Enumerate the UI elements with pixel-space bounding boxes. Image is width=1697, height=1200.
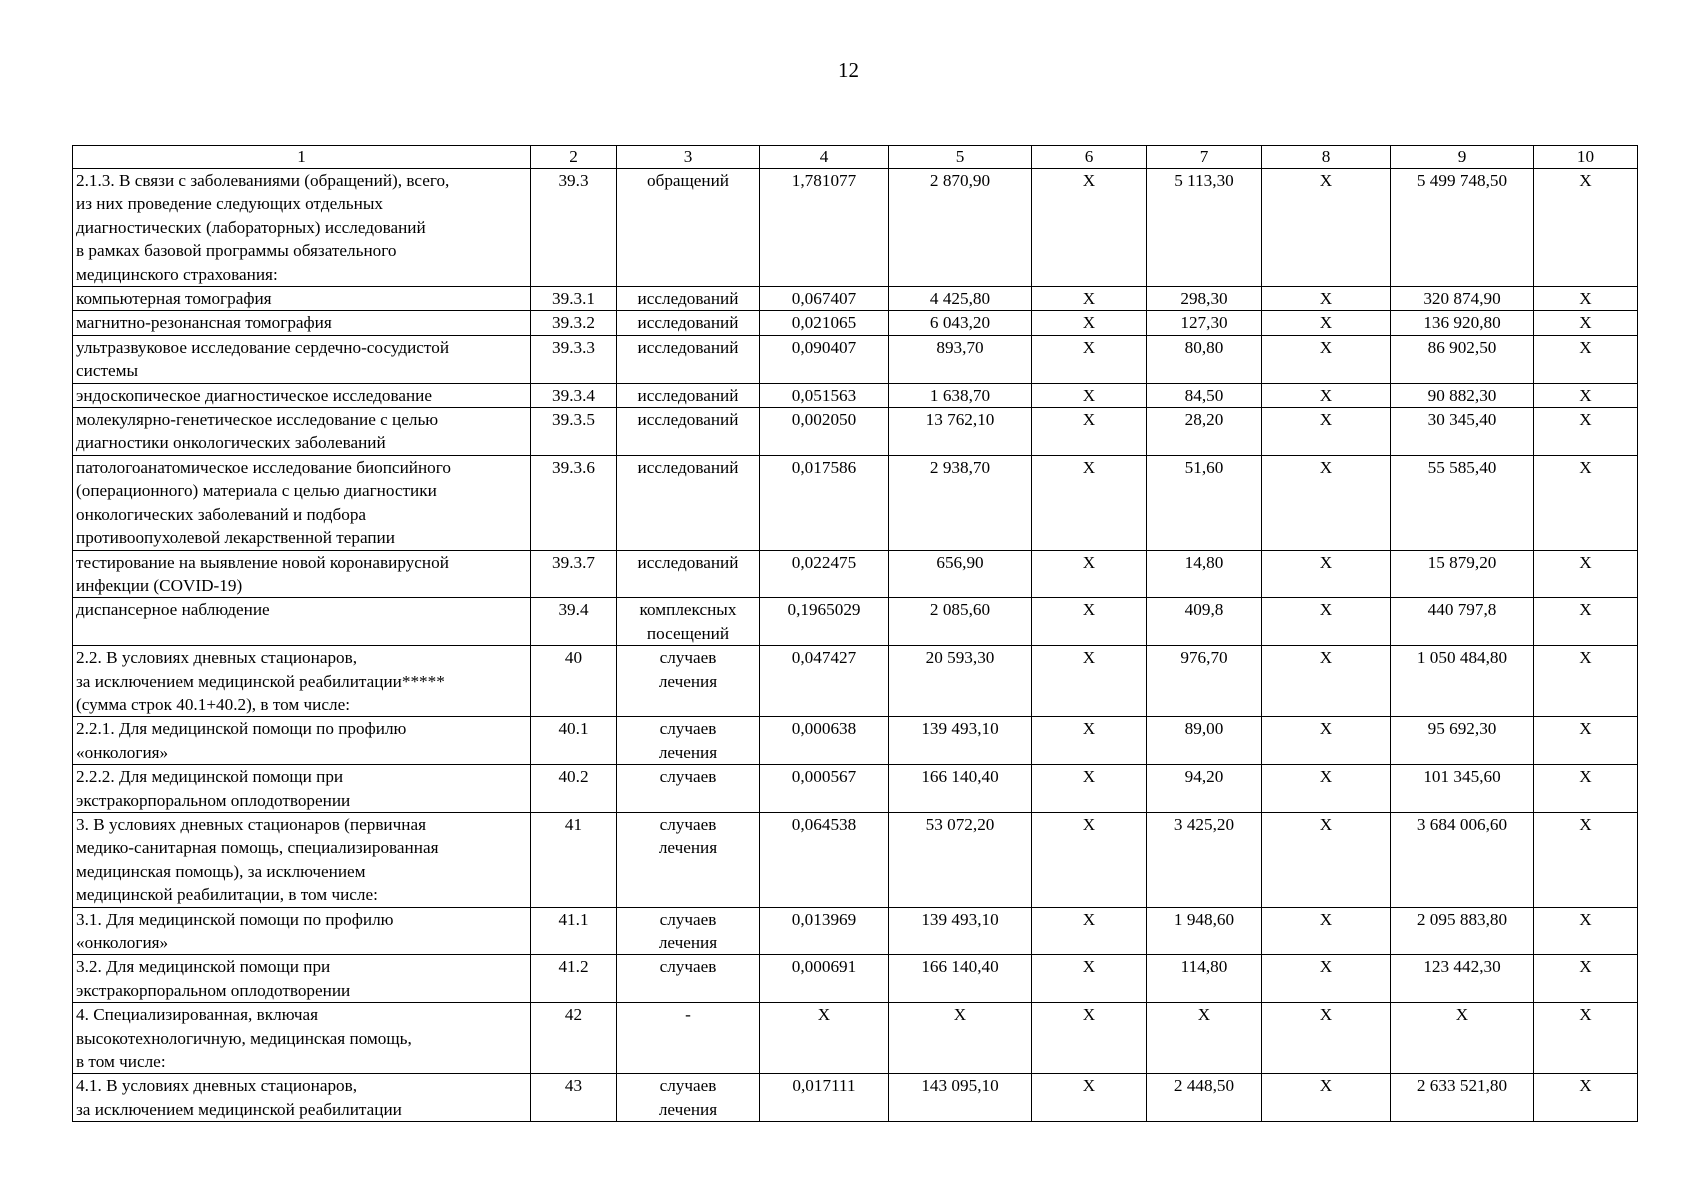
cell-col-7: 28,20	[1147, 408, 1262, 456]
cell-col-6: X	[1032, 383, 1147, 407]
cell-unit	[617, 955, 760, 1003]
cell-unit-line: исследований	[637, 385, 739, 405]
cell-unit	[617, 907, 760, 955]
cell-name-line: медико-санитарная помощь, специализированная	[76, 838, 439, 858]
cell-col-6: X	[1032, 311, 1147, 335]
cell-name-line: 3.1. Для медицинской помощи по профилю	[76, 909, 394, 929]
cell-col-4: 0,002050	[760, 408, 889, 456]
cell-col-7: 80,80	[1147, 335, 1262, 383]
cell-unit	[617, 335, 760, 383]
cell-name-line: инфекции (COVID-19)	[76, 575, 243, 595]
cell-col-5: 4 425,80	[889, 287, 1032, 311]
cell-col-5: 139 493,10	[889, 907, 1032, 955]
table-row	[73, 646, 1638, 717]
cell-col-6: X	[1032, 1074, 1147, 1122]
cell-col-8: X	[1262, 907, 1391, 955]
table-row	[73, 408, 1638, 456]
cell-col-7: 3 425,20	[1147, 812, 1262, 907]
cell-col-9: 1 050 484,80	[1391, 646, 1534, 717]
cell-col-8: X	[1262, 335, 1391, 383]
cell-col-4: 0,017111	[760, 1074, 889, 1122]
cell-name-line: медицинская помощь), за исключением	[76, 861, 366, 881]
cell-col-4: 0,090407	[760, 335, 889, 383]
cell-unit	[617, 455, 760, 550]
cell-col-4: 0,000638	[760, 717, 889, 765]
cell-col-4: 0,047427	[760, 646, 889, 717]
cell-unit-line: лечения	[658, 933, 718, 952]
cell-col-5: 13 762,10	[889, 408, 1032, 456]
cell-name-line: 4.1. В условиях дневных стационаров,	[76, 1076, 358, 1096]
cell-col-5: 6 043,20	[889, 311, 1032, 335]
cell-col-7: 127,30	[1147, 311, 1262, 335]
cell-col-6: X	[1032, 1003, 1147, 1074]
cell-code: 39.3.2	[531, 311, 617, 335]
cell-unit	[617, 812, 760, 907]
cell-col-6: X	[1032, 169, 1147, 287]
cell-col-6: X	[1032, 812, 1147, 907]
cell-unit	[617, 717, 760, 765]
cell-col-8: X	[1262, 765, 1391, 813]
cell-col-10: X	[1534, 598, 1638, 646]
cell-code: 39.3.3	[531, 335, 617, 383]
cell-code: 39.3.4	[531, 383, 617, 407]
table-row	[73, 955, 1638, 1003]
cell-col-8: X	[1262, 812, 1391, 907]
cell-col-5: 20 593,30	[889, 646, 1032, 717]
cell-name-line: экстракорпоральном оплодотворении	[76, 790, 351, 810]
cell-col-10: X	[1534, 1003, 1638, 1074]
cell-col-8: X	[1262, 955, 1391, 1003]
cell-col-6: X	[1032, 408, 1147, 456]
cell-col-5: 1 638,70	[889, 383, 1032, 407]
table-row	[73, 169, 1638, 287]
column-number: 1	[73, 146, 531, 169]
cell-unit-line: -	[685, 1005, 691, 1025]
cell-name-line: медицинского страхования:	[76, 264, 278, 284]
cell-unit	[617, 646, 760, 717]
cell-name-line: 2.2. В условиях дневных стационаров,	[76, 648, 358, 668]
cell-col-8: X	[1262, 311, 1391, 335]
cell-col-10: X	[1534, 408, 1638, 456]
cell-unit-line: исследований	[637, 337, 739, 357]
cell-unit-line: лечения	[658, 1099, 718, 1119]
cell-name	[73, 646, 531, 717]
cell-col-8: X	[1262, 383, 1391, 407]
cell-unit-line: случаев	[659, 719, 717, 739]
cell-unit	[617, 598, 760, 646]
column-number: 9	[1391, 146, 1534, 169]
cell-col-5: X	[889, 1003, 1032, 1074]
cell-unit	[617, 1074, 760, 1122]
cell-name-line: системы	[76, 361, 139, 381]
table-row	[73, 907, 1638, 955]
cell-unit-line: исследований	[637, 410, 739, 430]
cell-col-10: X	[1534, 812, 1638, 907]
table-row	[73, 287, 1638, 311]
cell-unit-line: исследований	[637, 313, 739, 333]
cell-name-line: в рамках базовой программы обязательного	[76, 241, 397, 261]
cell-col-8: X	[1262, 169, 1391, 287]
cell-name	[73, 907, 531, 955]
cell-col-4: 0,067407	[760, 287, 889, 311]
cell-name-line: противоопухолевой лекарственной терапии	[76, 528, 395, 548]
cell-unit-line: случаев	[659, 767, 717, 787]
cell-col-9: 95 692,30	[1391, 717, 1534, 765]
cell-name	[73, 169, 531, 287]
cell-col-10: X	[1534, 287, 1638, 311]
cell-col-9: 90 882,30	[1391, 383, 1534, 407]
table-row	[73, 383, 1638, 407]
cell-name-line: высокотехнологичную, медицинская помощь,	[76, 1028, 412, 1048]
cell-name	[73, 1074, 531, 1122]
table-row	[73, 335, 1638, 383]
cell-unit-line: лечения	[658, 742, 718, 762]
table-row	[73, 598, 1638, 646]
cell-col-4: 0,1965029	[760, 598, 889, 646]
cell-name	[73, 287, 531, 311]
cell-col-5: 656,90	[889, 550, 1032, 598]
cell-col-6: X	[1032, 907, 1147, 955]
cell-col-10: X	[1534, 455, 1638, 550]
cell-unit-line: случаев	[659, 648, 717, 668]
cell-col-6: X	[1032, 646, 1147, 717]
cell-name	[73, 455, 531, 550]
cell-col-9: 2 095 883,80	[1391, 907, 1534, 955]
cell-col-4: 0,017586	[760, 455, 889, 550]
table-row	[73, 550, 1638, 598]
cell-unit-line: лечения	[658, 838, 718, 858]
cell-name-line: магнитно-резонансная томография	[76, 313, 332, 333]
cell-name-line: медицинской реабилитации, в том числе:	[76, 885, 378, 905]
cell-col-5: 166 140,40	[889, 955, 1032, 1003]
cell-col-6: X	[1032, 717, 1147, 765]
cell-col-4: 0,064538	[760, 812, 889, 907]
cell-unit	[617, 311, 760, 335]
cell-name-line: за исключением медицинской реабилитации*****	[76, 671, 445, 691]
cell-col-10: X	[1534, 311, 1638, 335]
cell-code: 41.2	[531, 955, 617, 1003]
table-row	[73, 455, 1638, 550]
column-number-row	[73, 146, 1638, 169]
cell-col-8: X	[1262, 717, 1391, 765]
cell-code: 39.3.6	[531, 455, 617, 550]
cell-col-9: 30 345,40	[1391, 408, 1534, 456]
cell-code: 40.1	[531, 717, 617, 765]
table-row	[73, 1074, 1638, 1122]
cell-unit-line: случаев	[659, 957, 717, 977]
cell-col-5: 139 493,10	[889, 717, 1032, 765]
cell-col-7: 114,80	[1147, 955, 1262, 1003]
cell-name-line: в том числе:	[76, 1052, 166, 1072]
cell-col-8: X	[1262, 1074, 1391, 1122]
cell-unit	[617, 765, 760, 813]
cell-code: 39.3.5	[531, 408, 617, 456]
cell-code: 41.1	[531, 907, 617, 955]
cell-unit	[617, 1003, 760, 1074]
cell-col-4: 0,000567	[760, 765, 889, 813]
column-number: 8	[1262, 146, 1391, 169]
cell-col-9: 5 499 748,50	[1391, 169, 1534, 287]
cell-col-7: 5 113,30	[1147, 169, 1262, 287]
cell-col-5: 2 870,90	[889, 169, 1032, 287]
cell-col-4: 0,051563	[760, 383, 889, 407]
cell-col-10: X	[1534, 907, 1638, 955]
cell-code: 39.4	[531, 598, 617, 646]
cell-col-9: 55 585,40	[1391, 455, 1534, 550]
cell-col-10: X	[1534, 646, 1638, 717]
cell-unit-line: комплексных	[639, 600, 737, 620]
cell-col-9: 123 442,30	[1391, 955, 1534, 1003]
cell-name	[73, 550, 531, 598]
table-row	[73, 812, 1638, 907]
cell-code: 41	[531, 812, 617, 907]
cell-col-7: 94,20	[1147, 765, 1262, 813]
cell-name-line: из них проведение следующих отдельных	[76, 194, 383, 214]
cell-col-8: X	[1262, 550, 1391, 598]
cell-col-5: 2 085,60	[889, 598, 1032, 646]
cell-col-6: X	[1032, 455, 1147, 550]
cell-name-line: эндоскопическое диагностическое исследование	[76, 385, 433, 405]
cell-col-6: X	[1032, 955, 1147, 1003]
cell-col-7: 89,00	[1147, 717, 1262, 765]
cell-unit-line: посещений	[646, 623, 730, 643]
cell-col-6: X	[1032, 598, 1147, 646]
table-row	[73, 765, 1638, 813]
cell-name-line: 2.2.1. Для медицинской помощи по профилю	[76, 719, 407, 739]
cell-col-10: X	[1534, 1074, 1638, 1122]
cell-col-9: 86 902,50	[1391, 335, 1534, 383]
cell-col-7: 409,8	[1147, 598, 1262, 646]
cell-col-7: 976,70	[1147, 646, 1262, 717]
cell-col-9: 320 874,90	[1391, 287, 1534, 311]
cell-col-4: 0,021065	[760, 311, 889, 335]
cell-code: 39.3	[531, 169, 617, 287]
cell-col-9: 15 879,20	[1391, 550, 1534, 598]
cell-col-9: 136 920,80	[1391, 311, 1534, 335]
table-row	[73, 717, 1638, 765]
cell-unit	[617, 550, 760, 598]
cell-col-4: 0,022475	[760, 550, 889, 598]
cell-unit-line: исследований	[637, 289, 739, 309]
cell-col-4: 0,000691	[760, 955, 889, 1003]
cell-col-5: 893,70	[889, 335, 1032, 383]
table-row	[73, 311, 1638, 335]
column-number: 7	[1147, 146, 1262, 169]
cell-col-6: X	[1032, 765, 1147, 813]
cell-name	[73, 717, 531, 765]
cell-col-9: 101 345,60	[1391, 765, 1534, 813]
cell-col-7: 84,50	[1147, 383, 1262, 407]
cell-name-line: «онкология»	[76, 742, 169, 762]
cell-name-line: молекулярно-генетическое исследование с целью	[76, 410, 439, 430]
cell-col-10: X	[1534, 550, 1638, 598]
cell-name	[73, 1003, 531, 1074]
cell-name-line: 2.1.3. В связи с заболеваниями (обращений), всего,	[76, 171, 450, 190]
cell-col-10: X	[1534, 383, 1638, 407]
cell-col-10: X	[1534, 335, 1638, 383]
cell-name	[73, 812, 531, 907]
cell-col-10: X	[1534, 765, 1638, 813]
cell-name	[73, 955, 531, 1003]
cell-name	[73, 408, 531, 456]
cell-name-line: экстракорпоральном оплодотворении	[76, 980, 351, 1000]
column-number: 5	[889, 146, 1032, 169]
cell-col-9: 3 684 006,60	[1391, 812, 1534, 907]
column-number: 2	[531, 146, 617, 169]
table-body	[73, 146, 1638, 1122]
cell-col-4: X	[760, 1003, 889, 1074]
cell-unit	[617, 169, 760, 287]
cell-unit	[617, 383, 760, 407]
cell-col-9: 2 633 521,80	[1391, 1074, 1534, 1122]
cell-code: 43	[531, 1074, 617, 1122]
cell-col-7: 14,80	[1147, 550, 1262, 598]
cell-col-6: X	[1032, 550, 1147, 598]
column-number: 4	[760, 146, 889, 169]
cell-name-line: ультразвуковое исследование сердечно-сосудистой	[76, 337, 450, 357]
cell-col-8: X	[1262, 287, 1391, 311]
cell-unit	[617, 408, 760, 456]
cell-code: 39.3.7	[531, 550, 617, 598]
column-number: 6	[1032, 146, 1147, 169]
cell-code: 40.2	[531, 765, 617, 813]
cell-col-8: X	[1262, 1003, 1391, 1074]
cell-name-line: за исключением медицинской реабилитации	[76, 1099, 402, 1119]
cell-col-4: 1,781077	[760, 169, 889, 287]
cell-name-line: 3.2. Для медицинской помощи при	[76, 957, 331, 977]
cell-col-10: X	[1534, 169, 1638, 287]
cell-unit-line: исследований	[637, 457, 739, 477]
cell-name-line: 2.2.2. Для медицинской помощи при	[76, 767, 344, 787]
cell-col-8: X	[1262, 408, 1391, 456]
cell-name-line: (операционного) материала с целью диагностики	[76, 481, 437, 501]
cell-name	[73, 765, 531, 813]
cell-col-4: 0,013969	[760, 907, 889, 955]
column-number: 3	[617, 146, 760, 169]
cell-name-line: диспансерное наблюдение	[76, 600, 270, 620]
column-number: 10	[1534, 146, 1638, 169]
cell-col-5: 53 072,20	[889, 812, 1032, 907]
cell-unit-line: исследований	[637, 552, 739, 572]
cell-col-9: X	[1391, 1003, 1534, 1074]
cell-name	[73, 598, 531, 646]
data-table	[72, 145, 1638, 1122]
cell-name-line: тестирование на выявление новой коронавирусной	[76, 552, 449, 572]
table-row	[73, 1003, 1638, 1074]
cell-col-8: X	[1262, 598, 1391, 646]
cell-col-5: 143 095,10	[889, 1074, 1032, 1122]
cell-name	[73, 383, 531, 407]
cell-col-8: X	[1262, 646, 1391, 717]
cell-unit-line: лечения	[658, 671, 718, 691]
cell-name-line: диагностики онкологических заболеваний	[76, 433, 386, 453]
cell-col-10: X	[1534, 955, 1638, 1003]
cell-unit-line: случаев	[659, 814, 717, 834]
cell-col-7: 2 448,50	[1147, 1074, 1262, 1122]
cell-name	[73, 311, 531, 335]
cell-name-line: 3. В условиях дневных стационаров (первичная	[76, 814, 427, 834]
cell-col-5: 166 140,40	[889, 765, 1032, 813]
cell-col-7: 298,30	[1147, 287, 1262, 311]
cell-col-7: X	[1147, 1003, 1262, 1074]
cell-name-line: диагностических (лабораторных) исследований	[76, 217, 426, 237]
cell-code: 40	[531, 646, 617, 717]
cell-name-line: компьютерная томография	[76, 289, 272, 309]
cell-name-line: «онкология»	[76, 933, 169, 952]
cell-col-10: X	[1534, 717, 1638, 765]
page-number: 12	[838, 58, 859, 82]
cell-code: 42	[531, 1003, 617, 1074]
cell-col-9: 440 797,8	[1391, 598, 1534, 646]
cell-col-8: X	[1262, 455, 1391, 550]
cell-unit	[617, 287, 760, 311]
cell-name-line: онкологических заболеваний и подбора	[76, 504, 367, 524]
cell-name	[73, 335, 531, 383]
cell-name-line: (сумма строк 40.1+40.2), в том числе:	[76, 694, 350, 714]
cell-col-7: 51,60	[1147, 455, 1262, 550]
cell-code: 39.3.1	[531, 287, 617, 311]
cell-col-6: X	[1032, 287, 1147, 311]
cell-name-line: 4. Специализированная, включая	[76, 1005, 319, 1025]
cell-unit-line: обращений	[646, 171, 730, 190]
cell-unit-line: случаев	[659, 1076, 717, 1096]
cell-col-7: 1 948,60	[1147, 907, 1262, 955]
cell-unit-line: случаев	[659, 909, 717, 929]
cell-col-5: 2 938,70	[889, 455, 1032, 550]
cell-col-6: X	[1032, 335, 1147, 383]
cell-name-line: патологоанатомическое исследование биопсийного	[76, 457, 451, 477]
